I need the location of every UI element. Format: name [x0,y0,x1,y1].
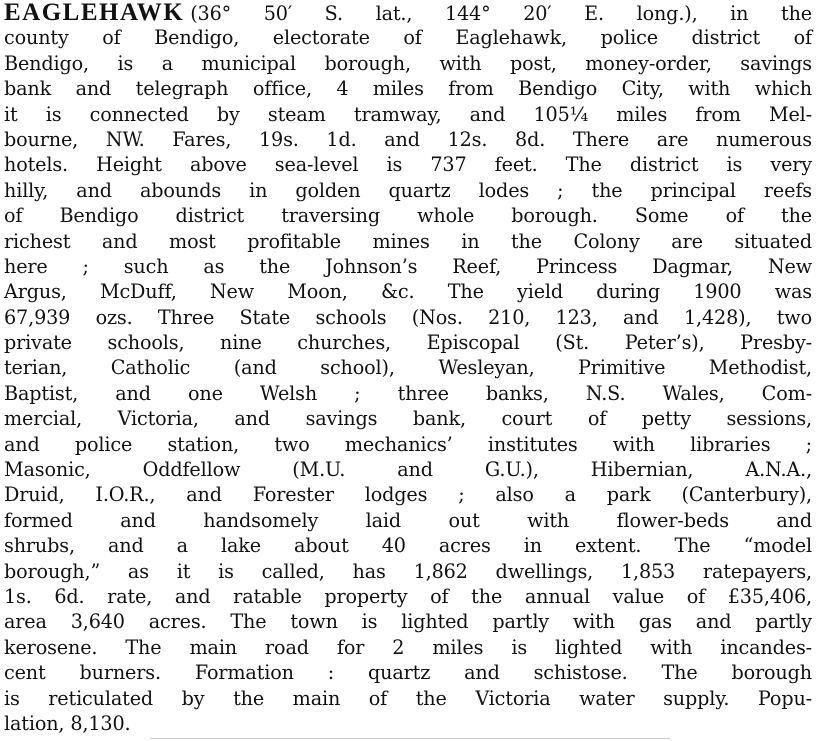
entry-line-5: it is connected by steam tramway, and 105¼ miles from Mel- [4,102,812,126]
entry-line-9: of Bendigo district traversing whole borough. Some of the [4,204,812,228]
entry-line-28: is reticulated by the main of the Victoria water supply. Popu- [4,686,812,710]
entry-line-18: and police station, two mechanics’ institutes with libraries ; [4,432,812,456]
entry-line-17: mercial, Victoria, and savings bank, court of petty sessions, [4,407,812,431]
entry-line-4: bank and telegraph office, 4 miles from Bendigo City, with which [4,77,812,101]
entry-line-2: county of Bendigo, electorate of Eaglehawk, police district of [4,26,812,50]
entry-line-22: shrubs, and a lake about 40 acres in extent. The “model [4,534,812,558]
entry-line-21: formed and handsomely laid out with flower-beds and [4,508,812,532]
entry-line-23: borough,” as it is called, has 1,862 dwellings, 1,853 ratepayers, [4,559,812,583]
entry-line-11: here ; such as the Johnson’s Reef, Princess Dagmar, New [4,254,812,278]
entry-line-25: area 3,640 acres. The town is lighted partly with gas and partly [4,610,812,634]
entry-line-7: hotels. Height above sea-level is 737 feet. The district is very [4,153,812,177]
entry-line-12: Argus, McDuff, New Moon, &c. The yield during 1900 was [4,280,812,304]
entry-line-3: Bendigo, is a municipal borough, with post, money-order, savings [4,51,812,75]
entry-line-10: richest and most profitable mines in the Colony are situated [4,229,812,253]
entry-line-8: hilly, and abounds in golden quartz lodes ; the principal reefs [4,178,812,202]
entry-line-16: Baptist, and one Welsh ; three banks, N.S. Wales, Com- [4,381,812,405]
entry-line-19: Masonic, Oddfellow (M.U. and G.U.), Hibernian, A.N.A., [4,458,812,482]
entry-headword: EAGLEHAWK [4,0,185,26]
bottom-rule [150,738,670,739]
entry-line-6: bourne, NW. Fares, 19s. 1d. and 12s. 8d. There are numerous [4,127,812,151]
entry-line-1-text: (36° 50′ S. lat., 144° 20′ E. long.), in the [190,2,812,25]
entry-line-29: lation, 8,130. [4,711,131,735]
gazetteer-entry [4,0,812,736]
entry-line-24: 1s. 6d. rate, and ratable property of the annual value of £35,406, [4,584,812,608]
entry-line-26: kerosene. The main road for 2 miles is lighted with incandes- [4,635,812,659]
entry-line-15: terian, Catholic (and school), Wesleyan, Primitive Methodist, [4,356,812,380]
entry-line-20: Druid, I.O.R., and Forester lodges ; also a park (Canterbury), [4,483,812,507]
entry-line-13: 67,939 ozs. Three State schools (Nos. 210, 123, and 1,428), two [4,305,812,329]
entry-line-14: private schools, nine churches, Episcopal (St. Peter’s), Presby- [4,331,812,355]
entry-line-27: cent burners. Formation : quartz and schistose. The borough [4,661,812,685]
entry-line-1 [4,0,812,25]
